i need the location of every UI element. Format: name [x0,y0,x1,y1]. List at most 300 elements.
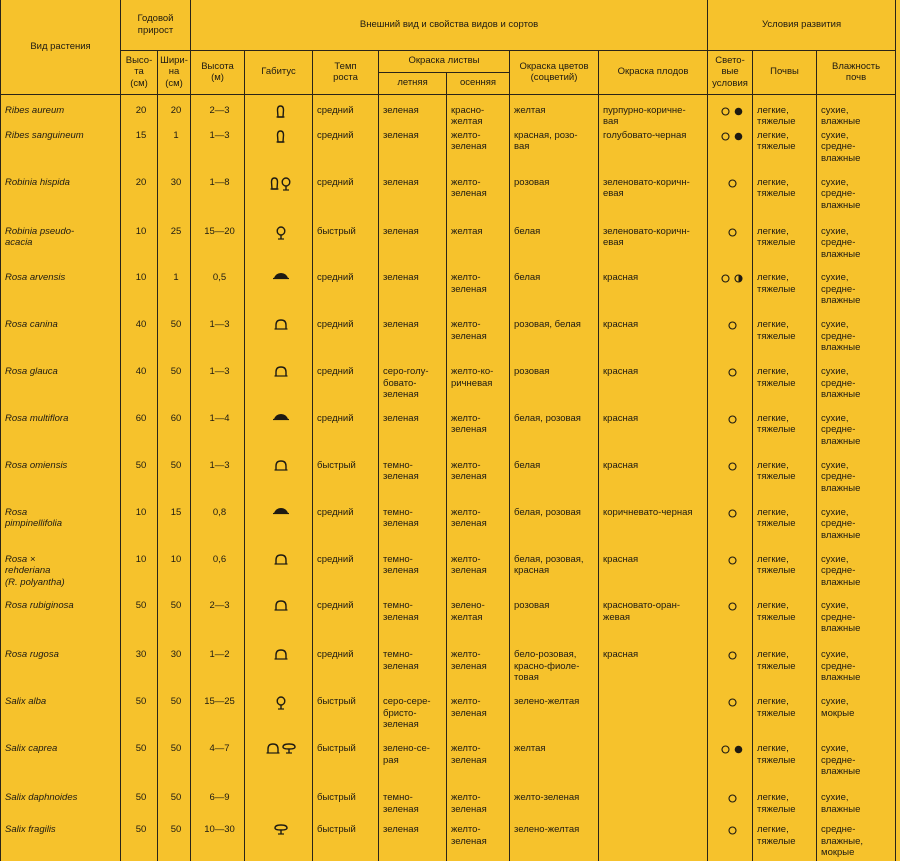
leaf-color-autumn: красно- желтая [447,94,510,130]
plant-height: 1—3 [191,319,245,366]
soil-moisture: сухие, средне- влажные [817,554,896,601]
leaf-color-summer: зеленая [379,272,447,319]
light-icons [728,509,737,518]
leaf-color-autumn: желто- зеленая [447,696,510,743]
shade-icon [734,745,743,754]
table-row [1,226,896,273]
flower-color: белая, розовая [510,413,599,460]
round-tree-icon [281,177,291,191]
habit-cell [245,272,313,319]
plant-height: 15—25 [191,696,245,743]
dome-shrub-icon [274,554,288,565]
habit-cell [245,600,313,649]
soil-type: легкие, тяжелые [753,94,817,130]
leaf-color-summer: зеленая [379,319,447,366]
flower-color: розовая [510,600,599,649]
soil-moisture: сухие, средне- влажные [817,366,896,413]
header-habit: Габитус [245,50,313,94]
habit-cell [245,743,313,792]
leaf-color-autumn: желтая [447,226,510,273]
fruit-color: красная [599,649,708,696]
growth-rate: быстрый [313,460,379,507]
habit-icons [273,413,289,421]
partial-shade-icon [734,274,743,283]
light-conditions [708,94,753,130]
habit-icons [276,105,285,118]
fruit-color: красная [599,319,708,366]
leaf-color-autumn: желто- зеленая [447,824,510,861]
light-conditions [708,177,753,226]
header-growth-rate: Темп роста [313,50,379,94]
plant-height: 1—2 [191,649,245,696]
light-icons [728,698,737,707]
flower-color: зелено-желтая [510,696,599,743]
species-name: Rosa multiflora [1,413,121,460]
fruit-color [599,696,708,743]
growth-rate: средний [313,600,379,649]
leaf-color-autumn: желто- зеленая [447,743,510,792]
full-sun-icon [728,651,737,660]
dome-shrub-icon [274,366,288,377]
species-name: Ribes aureum [1,94,121,130]
species-name: Salix daphnoides [1,792,121,824]
flower-color: желтая [510,743,599,792]
species-name: Salix alba [1,696,121,743]
annual-growth-width: 1 [158,272,191,319]
leaf-color-autumn: желто- зеленая [447,649,510,696]
light-icons [728,321,737,330]
plant-height: 2—3 [191,600,245,649]
fruit-color: красная [599,413,708,460]
habit-cell [245,460,313,507]
fruit-color: красная [599,366,708,413]
soil-type: легкие, тяжелые [753,366,817,413]
table-row [1,507,896,554]
light-icons [728,462,737,471]
full-sun-icon [728,179,737,188]
table-row [1,600,896,649]
light-conditions [708,696,753,743]
table-row [1,366,896,413]
soil-moisture: сухие, влажные [817,792,896,824]
soil-moisture: сухие, средне- влажные [817,177,896,226]
header-appearance: Внешний вид и свойства видов и сортов [191,0,708,50]
soil-type: легкие, тяжелые [753,272,817,319]
species-name: Rosa rugosa [1,649,121,696]
light-conditions [708,272,753,319]
annual-growth-width: 50 [158,792,191,824]
table-row [1,743,896,792]
annual-growth-height: 30 [121,649,158,696]
upright-shrub-icon [276,130,285,143]
light-conditions [708,649,753,696]
annual-growth-height: 60 [121,413,158,460]
growth-rate: быстрый [313,696,379,743]
flower-color: красная, розо- вая [510,130,599,177]
round-tree-icon [276,226,286,240]
full-sun-icon [728,368,737,377]
annual-growth-height: 50 [121,824,158,861]
light-icons [728,794,737,803]
growth-rate: средний [313,177,379,226]
full-sun-icon [728,415,737,424]
full-sun-icon [721,107,730,116]
header-species: Вид растения [1,0,121,94]
annual-growth-height: 50 [121,460,158,507]
habit-icons [266,743,296,754]
leaf-color-autumn: желто- зеленая [447,130,510,177]
full-sun-icon [728,462,737,471]
soil-moisture: средне- влажные, мокрые [817,824,896,861]
habit-icons [274,554,288,565]
plant-height: 6—9 [191,792,245,824]
annual-growth-height: 40 [121,366,158,413]
growth-rate: средний [313,272,379,319]
full-sun-icon [721,274,730,283]
annual-growth-width: 50 [158,824,191,861]
soil-type: легкие, тяжелые [753,554,817,601]
leaf-color-summer: темно- зеленая [379,554,447,601]
annual-growth-width: 50 [158,600,191,649]
habit-icons [270,177,291,191]
habit-cell [245,792,313,824]
habit-icons [273,272,289,280]
light-icons [721,132,743,141]
annual-growth-width: 50 [158,743,191,792]
habit-icons [273,507,289,515]
species-name: Rosa omiensis [1,460,121,507]
leaf-color-autumn: желто-ко- ричневая [447,366,510,413]
annual-growth-width: 15 [158,507,191,554]
flower-color: розовая [510,366,599,413]
table-row [1,272,896,319]
soil-type: легкие, тяжелые [753,130,817,177]
leaf-color-summer: темно- зеленая [379,460,447,507]
soil-moisture: сухие, средне- влажные [817,272,896,319]
habit-icons [274,319,288,330]
leaf-color-summer: зелено-се- рая [379,743,447,792]
leaf-color-autumn: желто- зеленая [447,413,510,460]
soil-type: легкие, тяжелые [753,413,817,460]
leaf-color-summer: зеленая [379,130,447,177]
annual-growth-width: 25 [158,226,191,273]
header-growth-width: Шири- на (см) [158,50,191,94]
fruit-color: коричневато-черная [599,507,708,554]
species-name: Rosa arvensis [1,272,121,319]
full-sun-icon [728,228,737,237]
annual-growth-width: 50 [158,366,191,413]
light-icons [721,107,743,116]
dome-shrub-icon [274,460,288,471]
light-conditions [708,792,753,824]
full-sun-icon [728,794,737,803]
leaf-color-autumn: желто- зеленая [447,460,510,507]
leaf-color-autumn: желто- зеленая [447,272,510,319]
growth-rate: средний [313,554,379,601]
growth-rate: быстрый [313,792,379,824]
table-row [1,130,896,177]
leaf-color-summer: зеленая [379,824,447,861]
fruit-color: пурпурно-коричне- вая [599,94,708,130]
light-icons [728,826,737,835]
soil-type: легкие, тяжелые [753,177,817,226]
leaf-color-summer: темно- зеленая [379,600,447,649]
growth-rate: средний [313,507,379,554]
habit-cell [245,94,313,130]
light-conditions [708,319,753,366]
shade-icon [734,132,743,141]
header-leaf-autumn: осенняя [447,72,510,94]
leaf-color-autumn: желто- зеленая [447,507,510,554]
flower-color: желтая [510,94,599,130]
light-icons [728,228,737,237]
full-sun-icon [721,132,730,141]
plant-height: 1—3 [191,460,245,507]
header-height: Высота (м) [191,50,245,94]
table-row [1,696,896,743]
plant-height: 0,5 [191,272,245,319]
fruit-color: зеленовато-коричн- евая [599,226,708,273]
habit-icons [274,366,288,377]
dome-shrub-icon [274,319,288,330]
plant-height: 1—3 [191,366,245,413]
plant-height: 0,8 [191,507,245,554]
table-row [1,94,896,130]
full-sun-icon [728,826,737,835]
leaf-color-autumn: желто- зеленая [447,177,510,226]
low-spreading-shrub-icon [273,413,289,421]
light-icons [728,179,737,188]
header-conditions: Условия развития [708,0,896,50]
low-spreading-shrub-icon [273,507,289,515]
fruit-color [599,824,708,861]
leaf-color-summer: темно- зеленая [379,649,447,696]
soil-moisture: сухие, мокрые [817,696,896,743]
habit-cell [245,696,313,743]
fruit-color: красная [599,272,708,319]
table-row [1,177,896,226]
annual-growth-width: 10 [158,554,191,601]
annual-growth-width: 60 [158,413,191,460]
leaf-color-summer: зеленая [379,413,447,460]
annual-growth-height: 15 [121,130,158,177]
header-growth-height: Высо- та (см) [121,50,158,94]
light-conditions [708,130,753,177]
soil-type: легкие, тяжелые [753,600,817,649]
light-icons [728,368,737,377]
annual-growth-height: 10 [121,272,158,319]
growth-rate: средний [313,413,379,460]
soil-type: легкие, тяжелые [753,507,817,554]
table-row [1,413,896,460]
header-leaf-summer: летняя [379,72,447,94]
growth-rate: средний [313,94,379,130]
growth-rate: средний [313,649,379,696]
flower-color: белая [510,460,599,507]
habit-icons [276,226,286,240]
annual-growth-height: 20 [121,177,158,226]
full-sun-icon [728,602,737,611]
growth-rate: быстрый [313,743,379,792]
soil-moisture: сухие, средне- влажные [817,226,896,273]
soil-type: легкие, тяжелые [753,319,817,366]
habit-icons [276,696,286,710]
habit-icons [274,649,288,660]
table-row [1,824,896,861]
growth-rate: быстрый [313,824,379,861]
leaf-color-summer: зеленая [379,177,447,226]
upright-shrub-icon [270,177,279,190]
dome-shrub-icon [274,600,288,611]
annual-growth-height: 40 [121,319,158,366]
plant-height: 1—4 [191,413,245,460]
light-conditions [708,226,753,273]
habit-cell [245,824,313,861]
fruit-color: красновато-оран- жевая [599,600,708,649]
habit-cell [245,507,313,554]
fruit-color [599,792,708,824]
species-name: Rosa glauca [1,366,121,413]
fruit-color: зеленовато-коричн- евая [599,177,708,226]
full-sun-icon [728,509,737,518]
habit-icons [274,600,288,611]
plant-height: 15—20 [191,226,245,273]
leaf-color-autumn: желто- зеленая [447,319,510,366]
full-sun-icon [728,321,737,330]
plant-height: 2—3 [191,94,245,130]
light-conditions [708,413,753,460]
header-annual-growth: Годовой прирост [121,0,191,50]
annual-growth-width: 30 [158,177,191,226]
spreading-tree-icon [282,743,296,754]
light-icons [721,745,743,754]
table-row [1,319,896,366]
shade-icon [734,107,743,116]
light-conditions [708,554,753,601]
header-flower-color: Окраска цветов (соцветий) [510,50,599,94]
table-row [1,554,896,601]
habit-cell [245,649,313,696]
light-conditions [708,743,753,792]
dome-shrub-icon [266,743,280,754]
soil-moisture: сухие, средне- влажные [817,649,896,696]
plant-height: 10—30 [191,824,245,861]
habit-cell [245,130,313,177]
low-spreading-shrub-icon [273,272,289,280]
habit-cell [245,226,313,273]
soil-type: легкие, тяжелые [753,226,817,273]
habit-cell [245,177,313,226]
species-name: Rosa × rehderiana (R. polyantha) [1,554,121,601]
habit-icons [274,460,288,471]
annual-growth-width: 50 [158,319,191,366]
light-conditions [708,460,753,507]
annual-growth-width: 50 [158,696,191,743]
header-fruit-color: Окраска плодов [599,50,708,94]
leaf-color-summer: серо-голу- бовато- зеленая [379,366,447,413]
table-row [1,460,896,507]
growth-rate: быстрый [313,226,379,273]
leaf-color-summer: зеленая [379,226,447,273]
full-sun-icon [728,698,737,707]
round-tree-icon [276,696,286,710]
light-conditions [708,824,753,861]
annual-growth-height: 10 [121,554,158,601]
soil-moisture: сухие, средне- влажные [817,460,896,507]
dome-shrub-icon [274,649,288,660]
header-moisture: Влажность почв [817,50,896,94]
leaf-color-autumn: зелено- желтая [447,600,510,649]
light-icons [728,415,737,424]
annual-growth-height: 50 [121,792,158,824]
light-conditions [708,366,753,413]
habit-cell [245,319,313,366]
flower-color: белая [510,272,599,319]
flower-color: розовая, белая [510,319,599,366]
flower-color: белая, розовая [510,507,599,554]
annual-growth-height: 50 [121,600,158,649]
soil-moisture: сухие, средне- влажные [817,413,896,460]
upright-shrub-icon [276,105,285,118]
flower-color: желто-зеленая [510,792,599,824]
leaf-color-autumn: желто- зеленая [447,792,510,824]
soil-type: легкие, тяжелые [753,460,817,507]
light-conditions [708,507,753,554]
species-name: Salix fragilis [1,824,121,861]
growth-rate: средний [313,319,379,366]
soil-type: легкие, тяжелые [753,792,817,824]
species-name: Rosa rubiginosa [1,600,121,649]
light-conditions [708,600,753,649]
annual-growth-height: 50 [121,743,158,792]
light-icons [721,274,743,283]
header-light: Свето- вые условия [708,50,753,94]
soil-type: легкие, тяжелые [753,649,817,696]
table-row [1,792,896,824]
annual-growth-height: 10 [121,226,158,273]
spreading-tree-icon [274,824,288,835]
light-icons [728,602,737,611]
leaf-color-autumn: желто- зеленая [447,554,510,601]
plant-height: 1—3 [191,130,245,177]
plant-height: 4—7 [191,743,245,792]
flower-color: белая [510,226,599,273]
soil-moisture: сухие, средне- влажные [817,319,896,366]
soil-moisture: сухие, средне- влажные [817,507,896,554]
full-sun-icon [728,556,737,565]
habit-icons [276,130,285,143]
annual-growth-height: 20 [121,94,158,130]
soil-moisture: сухие, средне- влажные [817,743,896,792]
soil-type: легкие, тяжелые [753,743,817,792]
annual-growth-height: 10 [121,507,158,554]
annual-growth-width: 50 [158,460,191,507]
fruit-color: красная [599,554,708,601]
habit-icons [274,824,288,835]
leaf-color-summer: темно- зеленая [379,792,447,824]
annual-growth-width: 20 [158,94,191,130]
soil-moisture: сухие, влажные [817,94,896,130]
header-soil: Почвы [753,50,817,94]
flower-color: бело-розовая, красно-фиоле- товая [510,649,599,696]
species-name: Rosa canina [1,319,121,366]
soil-type: легкие, тяжелые [753,824,817,861]
species-name: Salix caprea [1,743,121,792]
light-icons [728,556,737,565]
leaf-color-summer: темно- зеленая [379,507,447,554]
fruit-color: красная [599,460,708,507]
habit-cell [245,554,313,601]
